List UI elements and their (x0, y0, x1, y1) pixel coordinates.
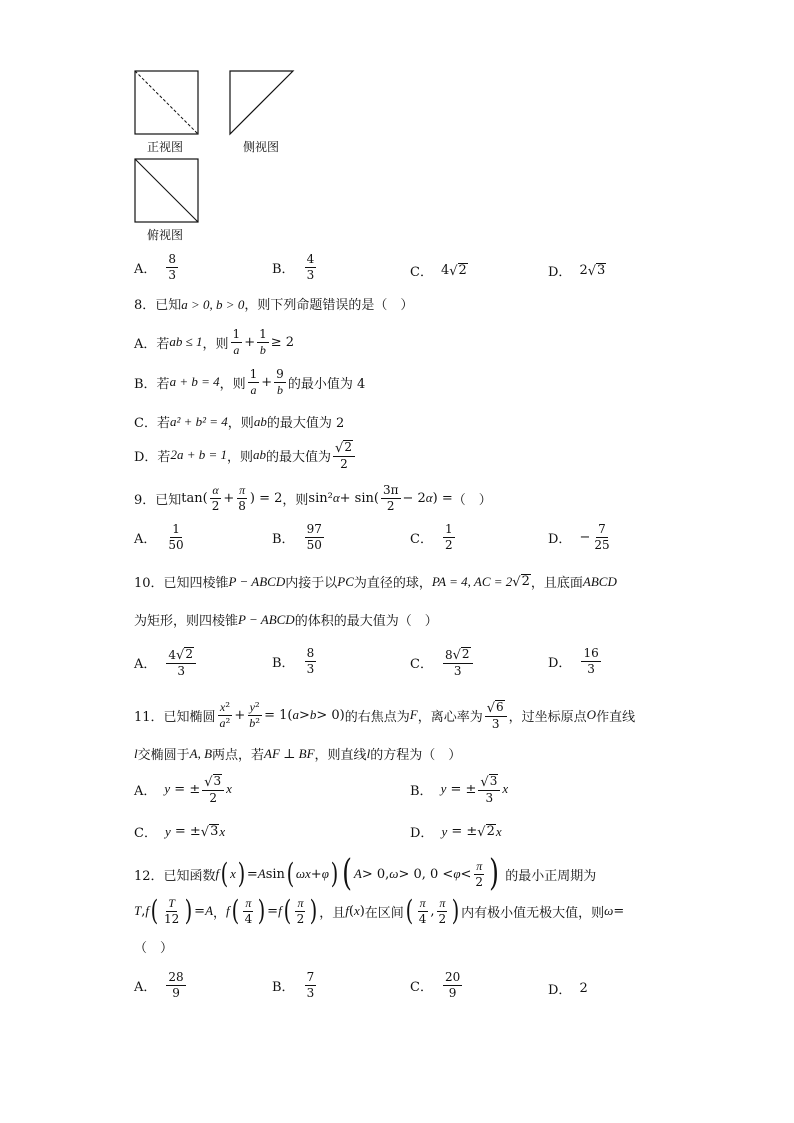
q12-option-b[interactable]: B． $\frac{7}{3}$ (272, 970, 315, 1000)
q11-option-b[interactable]: B． y = ± √ 3 3 x (410, 774, 509, 805)
q12-option-a[interactable]: A． $\frac{28}{9}$ (134, 970, 184, 1000)
q12-option-c[interactable]: C． $\frac{20}{9}$ (410, 970, 461, 1000)
q7-option-c[interactable]: C． 4 √ 2 (410, 262, 467, 280)
side-view-figure (229, 70, 295, 136)
q12-stem-line2: T , f ( $\frac{T}{12}$ ) = A ， f ( $\frac{\pi}{4}$ ) = f ( $\frac{\pi}{2}$ ) ，且 f ( x ) 在区间 ( $\frac{\pi}{4}$ , $\frac{\pi}{2}$ ) 内有极小值无极大值，则 ω = (134, 894, 625, 928)
q9-stem: 9．已知 tan( $\frac{\alpha}{2}$ + $\frac{\pi}{8}$ ) = 2 ，则 sin² α + sin( $\frac{3\pi}{2}$ − 2 α ) = （ ） (134, 483, 492, 513)
q7-option-a[interactable]: A． $\frac{8}{3}$ (134, 252, 177, 282)
q9-option-a[interactable]: A． $\frac{1}{50}$ (134, 522, 184, 552)
q10-option-d[interactable]: D． $\frac{16}{3}$ (548, 646, 599, 676)
q10-stem-line1: 10．已知四棱锥 P − ABCD 内接于以 PC 为直径的球， PA = 4, AC = 2 √ 2 ，且底面 ABCD (134, 573, 617, 591)
q11-option-d[interactable]: D． y = ± √ 2 x (410, 823, 502, 841)
q9-option-b[interactable]: B． $\frac{97}{50}$ (272, 522, 322, 552)
q11-stem-line1: 11．已知椭圆 $\frac{\text{x²}}{\text{a²}}$ + $\frac{\text{y²}}{\text{b²}}$ = 1( a > b > 0) 的右焦点为 F ，离心率为 √ 6 3 ，过坐标原点 O 作直线 (134, 700, 636, 731)
q7-option-d[interactable]: D． 2 √ 3 (548, 262, 606, 280)
q8-option-c[interactable]: C．若 a² + b² = 4 ，则 ab 的最大值为 2 (134, 413, 345, 431)
q12-stem-line3: （ ） (134, 941, 174, 956)
fraction: $\frac{8}{3}$ (168, 252, 177, 282)
q9-option-c[interactable]: C． $\frac{1}{2}$ (410, 522, 453, 552)
top-view-caption: 俯视图 (147, 228, 184, 242)
q8-stem: 8．已知a > 0, b > 0，则下列命题错误的是（ ） (134, 297, 414, 313)
q10-stem-line2: 为矩形，则四棱锥 P − ABCD 的体积的最大值为（ ） (134, 611, 438, 629)
q8-option-a[interactable]: A．若 ab ≤ 1 ，则 $\frac{1}{a}$ + $\frac{1}{b}$ ≥ 2 (134, 327, 295, 357)
side-view-caption: 侧视图 (243, 140, 280, 154)
fraction: $\frac{4}{3}$ (306, 252, 315, 282)
q8-option-d[interactable]: D．若 2a + b = 1 ，则 ab 的最大值为 √ 2 2 (134, 440, 357, 470)
front-view-figure (134, 70, 200, 136)
q9-option-d[interactable]: D． − $\frac{7}{25}$ (548, 522, 610, 552)
q7-option-b[interactable]: B． $\frac{4}{3}$ (272, 252, 315, 282)
q11-option-c[interactable]: C． y = ± √ 3 x (134, 823, 226, 841)
q10-option-a[interactable]: A． 4 √ 2 3 (134, 647, 198, 677)
q11-stem-line2: l 交椭圆于 A, B 两点，若 AF ⊥ BF ，则直线 l 的方程为（ ） (134, 745, 462, 763)
q8-option-b[interactable]: B．若 a + b = 4 ，则 $\frac{1}{a}$ + $\frac{9}{b}$ 的最小值为 4 (134, 367, 366, 397)
q11-option-a[interactable]: A． y = ± √ 3 2 x (134, 774, 232, 805)
sqrt: √ 3 (587, 262, 606, 280)
q12-stem-line1: 12．已知函数 f ( x ) = A sin ( ωx + φ ) ( A > 0, ω > 0, 0 < φ < $\frac{\pi}{2}$ ) 的最小正周期为 (134, 853, 597, 894)
sqrt: √ 2 (449, 262, 467, 280)
q10-option-b[interactable]: B． $\frac{8}{3}$ (272, 646, 315, 676)
q10-option-c[interactable]: C． 8 √ 2 3 (410, 647, 475, 677)
q12-option-d[interactable]: D． 2 (548, 981, 588, 998)
front-view-caption: 正视图 (147, 140, 184, 154)
top-view-figure (134, 158, 200, 224)
